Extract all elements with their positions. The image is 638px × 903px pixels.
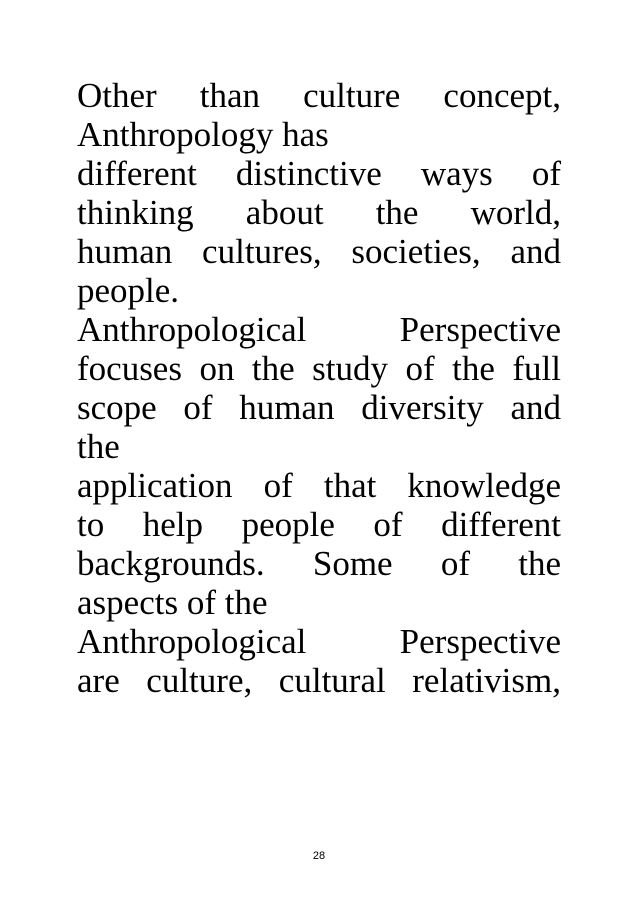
text-line: backgrounds. Some of the (77, 544, 561, 583)
text-line: scope of human diversity and (77, 388, 561, 427)
body-text (77, 76, 561, 700)
text-line: application of that knowledge (77, 466, 561, 505)
text-line: are culture, cultural relativism, (77, 661, 561, 700)
text-line: thinking about the world, (77, 193, 561, 232)
text-line: to help people of different (77, 505, 561, 544)
text-line: different distinctive ways of (77, 154, 561, 193)
text-line: people. (77, 271, 180, 310)
text-line: Anthropological Perspective (77, 310, 561, 349)
text-line: focuses on the study of the full (77, 349, 561, 388)
text-line: Anthropological Perspective (77, 622, 561, 661)
text-line: Anthropology has (77, 115, 329, 154)
text-line: the (77, 427, 120, 466)
text-line: Other than culture concept, (77, 76, 561, 115)
text-line: human cultures, societies, and (77, 232, 561, 271)
page-number: 28 (312, 850, 326, 862)
text-line: aspects of the (77, 583, 268, 622)
